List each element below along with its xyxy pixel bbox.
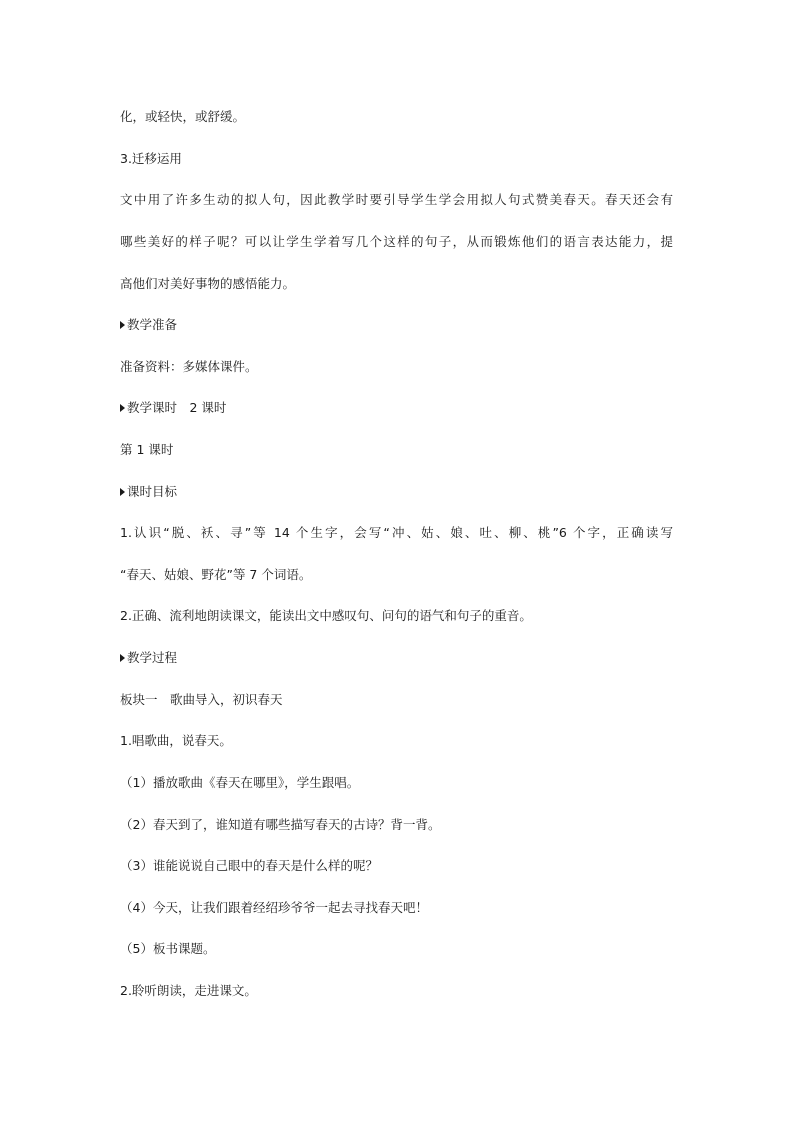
step-item: 2.聆听朗读，走进课文。 bbox=[120, 983, 257, 998]
lesson-title: 第 1 课时 bbox=[120, 442, 174, 457]
paragraph-line: 文中用了许多生动的拟人句，因此教学时要引导学生学会用拟人句式赞美春天。春天还会有 bbox=[120, 192, 673, 207]
heading-text: 课时目标 bbox=[127, 484, 178, 499]
step-item: 1.唱歌曲，说春天。 bbox=[120, 733, 232, 748]
sub-step-item: （4）今天，让我们跟着经绍珍爷爷一起去寻找春天吧！ bbox=[120, 900, 428, 915]
triangle-bullet-icon bbox=[120, 654, 125, 662]
section-heading-objectives bbox=[120, 484, 177, 500]
sub-step-item: （2）春天到了，谁知道有哪些描写春天的古诗？背一背。 bbox=[120, 817, 441, 832]
paragraph-line: 准备资料：多媒体课件。 bbox=[120, 359, 258, 374]
paragraph-line: 哪些美好的样子呢？可以让学生学着写几个这样的句子，从而锻炼他们的语言表达能力，提 bbox=[120, 234, 673, 249]
section-heading-process bbox=[120, 650, 177, 666]
sub-step-item: （5）板书课题。 bbox=[120, 941, 216, 956]
triangle-bullet-icon bbox=[120, 488, 125, 496]
paragraph-line: 化，或轻快，或舒缓。 bbox=[120, 109, 246, 124]
heading-text: 教学课时 2 课时 bbox=[127, 400, 227, 415]
triangle-bullet-icon bbox=[120, 321, 125, 329]
block-title: 板块一 歌曲导入，初识春天 bbox=[120, 692, 283, 707]
triangle-bullet-icon bbox=[120, 404, 125, 412]
objective-item-continued: “春天、姑娘、野花”等 7 个词语。 bbox=[120, 567, 312, 582]
objective-item: 2.正确、流利地朗读课文，能读出文中感叹句、问句的语气和句子的重音。 bbox=[120, 608, 532, 623]
sub-step-item: （3）谁能说说自己眼中的春天是什么样的呢？ bbox=[120, 858, 378, 873]
objective-item: 1.认识“脱、袄、寻”等 14 个生字，会写“冲、姑、娘、吐、柳、桃”6 个字，正确读写 bbox=[120, 525, 673, 540]
paragraph-line: 高他们对美好事物的感悟能力。 bbox=[120, 276, 296, 291]
heading-text: 教学过程 bbox=[127, 650, 178, 665]
section-heading-teaching-prep bbox=[120, 317, 177, 333]
section-heading-class-hours bbox=[120, 400, 226, 416]
section-heading: 3.迁移运用 bbox=[120, 151, 182, 166]
sub-step-item: （1）播放歌曲《春天在哪里》，学生跟唱。 bbox=[120, 775, 360, 790]
heading-text: 教学准备 bbox=[127, 317, 178, 332]
